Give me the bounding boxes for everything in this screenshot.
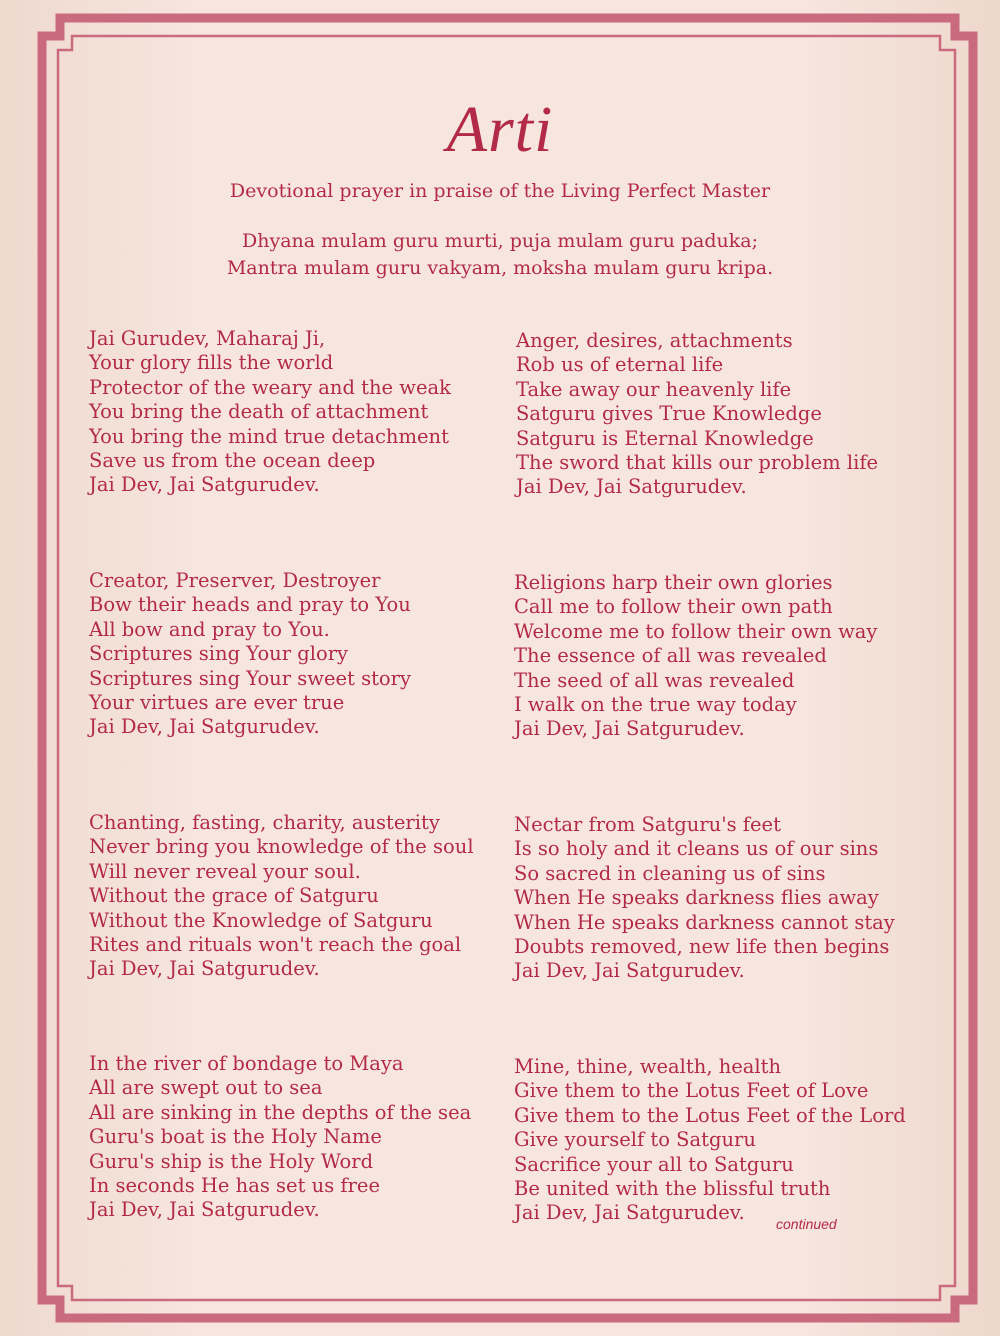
- verse-line: So sacred in cleaning us of sins: [514, 861, 826, 885]
- verse-line: Jai Gurudev, Maharaj Ji,: [89, 327, 326, 350]
- verse-line: Your glory fills the world: [89, 351, 334, 375]
- verse-line: All bow and pray to You.: [89, 617, 330, 641]
- continued-note: continued: [776, 1216, 837, 1232]
- verse-line: I walk on the true way today: [514, 693, 797, 717]
- verse-line: Be united with the blissful truth: [514, 1177, 831, 1201]
- verse-line: You bring the death of attachment: [89, 400, 429, 424]
- verse-line: Without the grace of Satguru: [89, 884, 379, 908]
- verse-line: Guru's boat is the Holy Name: [89, 1125, 382, 1149]
- verse-8: [514, 1055, 914, 1226]
- mantra: [0, 228, 1000, 282]
- mantra-line: Dhyana mulam guru murti, puja mulam guru paduka;: [242, 230, 758, 252]
- verse-line: Jai Dev, Jai Satgurudev.: [89, 957, 320, 981]
- verse-line: You bring the mind true detachment: [89, 424, 449, 448]
- verse-line: Jai Dev, Jai Satgurudev.: [514, 1201, 745, 1225]
- verse-line: Will never reveal your soul.: [89, 859, 361, 883]
- verse-line: Rob us of eternal life: [516, 353, 724, 377]
- verse-line: Call me to follow their own path: [514, 595, 833, 619]
- verse-line: Save us from the ocean deep: [89, 449, 376, 473]
- verse-line: Never bring you knowledge of the soul: [89, 835, 474, 859]
- mantra-line: Mantra mulam guru vakyam, moksha mulam guru kripa.: [226, 257, 774, 279]
- verse-line: In the river of bondage to Maya: [89, 1052, 404, 1075]
- verse-line: The seed of all was revealed: [514, 668, 795, 692]
- verse-line: Mine, thine, wealth, health: [514, 1055, 782, 1078]
- verse-line: Doubts removed, new life then begins: [514, 935, 890, 959]
- verse-line: Guru's ship is the Holy Word: [89, 1149, 374, 1173]
- verse-line: Your virtues are ever true: [89, 691, 345, 715]
- verse-line: The essence of all was revealed: [514, 644, 827, 668]
- verse-line: All are sinking in the depths of the sea: [89, 1100, 472, 1124]
- verse-line: In seconds He has set us free: [89, 1174, 381, 1198]
- verse-line: Take away our heavenly life: [516, 377, 792, 401]
- verse-line: Jai Dev, Jai Satgurudev.: [516, 475, 747, 499]
- page-title: Arti: [446, 93, 554, 166]
- verse-line: Jai Dev, Jai Satgurudev.: [514, 717, 745, 741]
- verse-line: Creator, Preserver, Destroyer: [89, 569, 381, 592]
- verse-3: [89, 569, 489, 740]
- verse-line: Scriptures sing Your sweet story: [89, 666, 411, 690]
- verse-line: Jai Dev, Jai Satgurudev.: [89, 473, 320, 497]
- verse-line: Without the Knowledge of Satguru: [89, 908, 433, 932]
- verse-line: Welcome me to follow their own way: [514, 619, 878, 643]
- verse-line: Chanting, fasting, charity, austerity: [89, 811, 440, 834]
- verse-line: Anger, desires, attachments: [516, 329, 793, 352]
- verse-6: [514, 813, 914, 984]
- verse-line: All are swept out to sea: [89, 1076, 323, 1100]
- verse-1: [89, 327, 489, 498]
- verse-line: Bow their heads and pray to You: [89, 593, 411, 617]
- verse-line: Give them to the Lotus Feet of Love: [514, 1079, 869, 1103]
- verse-line: Scriptures sing Your glory: [89, 642, 349, 666]
- verse-5: [89, 811, 489, 982]
- verse-line: When He speaks darkness flies away: [514, 886, 879, 910]
- verse-4: [514, 571, 914, 742]
- verse-2: [516, 329, 916, 500]
- verse-line: Protector of the weary and the weak: [89, 375, 451, 399]
- verse-line: Jai Dev, Jai Satgurudev.: [514, 959, 745, 983]
- verse-line: Give them to the Lotus Feet of the Lord: [514, 1103, 906, 1127]
- verse-line: Satguru is Eternal Knowledge: [516, 426, 814, 450]
- verse-line: Satguru gives True Knowledge: [516, 402, 822, 426]
- verse-line: Nectar from Satguru's feet: [514, 813, 781, 836]
- verse-line: Religions harp their own glories: [514, 571, 833, 594]
- verse-line: Rites and rituals won't reach the goal: [89, 933, 462, 957]
- verse-7: [89, 1052, 489, 1223]
- verse-line: Give yourself to Satguru: [514, 1128, 756, 1152]
- verse-line: Sacrifice your all to Satguru: [514, 1152, 794, 1176]
- verse-line: When He speaks darkness cannot stay: [514, 910, 895, 934]
- verse-line: Jai Dev, Jai Satgurudev.: [89, 715, 320, 739]
- subtitle: Devotional prayer in praise of the Living Perfect Master: [229, 180, 771, 202]
- verse-line: The sword that kills our problem life: [516, 451, 879, 475]
- verse-line: Jai Dev, Jai Satgurudev.: [89, 1198, 320, 1222]
- verse-line: Is so holy and it cleans us of our sins: [514, 837, 879, 861]
